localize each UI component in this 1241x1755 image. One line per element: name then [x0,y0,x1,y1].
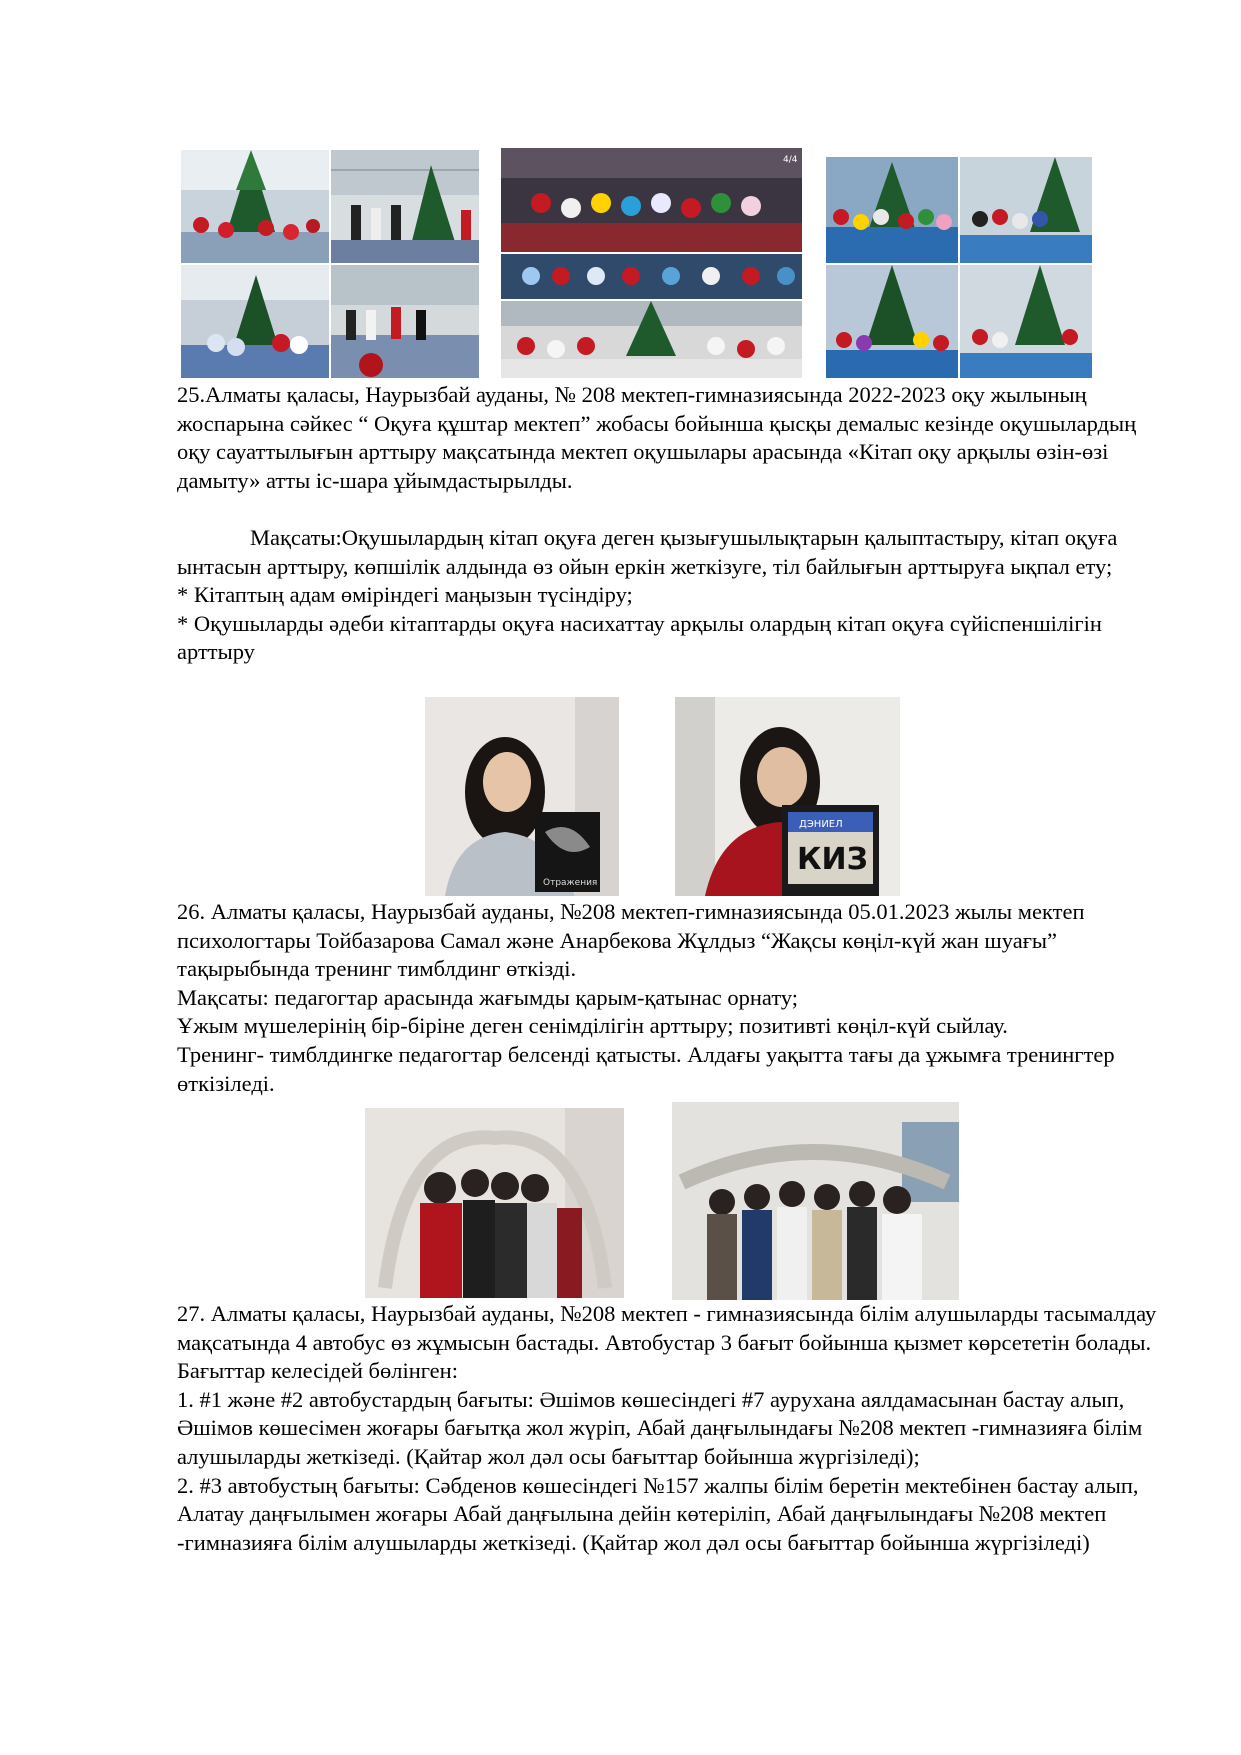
collage-photo-dance-3 [181,265,329,378]
section-26-text [177,898,1157,1098]
collage-photo-costume-3 [826,265,958,378]
section-25-bullet-1: * Кітаптың адам өміріндегі маңызын түсіндіру; [177,582,633,608]
section-25-heading [177,381,1157,495]
section-27-route-2: 2. #3 автобустың бағыты: Сәбденов көшесіндегі №157 жалпы білім беретін мектебінен бастау алып, Алатау даңғылымен жоғары Абай даңғылына дейін көтеріліп, Абай даңғылындағы №208 мектеп -гимназияға білім алушыларды жеткізеді. (Қайтар жол дәл осы бағыттар бойынша жүргізіледі) [177,1472,1145,1555]
section-25-goals [177,524,1157,667]
photo-teambuilding-2 [672,1102,959,1300]
collage-counter: 4/4 [783,155,798,165]
photo-girl-reading-2 [675,697,900,896]
collage-photo-costume-4 [960,265,1092,378]
collage-photo-group-1 [501,148,802,252]
section-26-line-2: Ұжым мүшелерінің бір-біріне деген сенімділігін арттыру; позитивті көңіл-күй сыйлау. [177,1013,1008,1039]
collage-photo-group-2 [501,254,802,299]
section-25-goal-text: Мақсаты:Оқушылардың кітап оқуға деген қызығушылықтарын қалыптастыру, кітап оқуға ынтасын арттыру, көпшілік алдында өз ойын еркін жеткізуге, тіл байлығын арттыруға ықпал ету; [177,525,1124,579]
collage-photo-dance-2 [331,150,479,263]
collage-photo-group-3 [501,301,802,378]
section-26-heading: 26. Алматы қаласы, Наурызбай ауданы, №208 мектеп-гимназиясында 05.01.2023 жылы мектеп психологтары Тойбазарова Самал және Анарбекова Жұлдыз “Жақсы көңіл-күй жан шуағы” тақырыбында тренинг тимблдинг өткізді. [177,899,1091,982]
section-27-route-1: 1. #1 және #2 автобустардың бағыты: Әшімов көшесіндегі #7 аурухана аялдамасынан бастау алып, Әшімов көшесімен жоғары бағытқа жол жүріп, Абай даңғылындағы №208 мектеп -гимназияға білім алушыларды жеткізеді. (Қайтар жол дәл осы бағыттар бойынша жүргізіледі); [177,1386,1148,1469]
collage-photo-costume-2 [960,157,1092,263]
section-26-goal: Мақсаты: педагогтар арасында жағымды қарым-қатынас орнату; [177,984,799,1010]
book-author-2: ДЭНИЕЛ [799,819,843,830]
section-27-heading: 27. Алматы қаласы, Наурызбай ауданы, №208 мектеп - гимназиясында білім алушыларды тасымалдау мақсатында 4 автобус өз жұмысын бастады. Автобустар 3 бағыт бойынша қызмет көрсететін болады. Бағыттар келесідей бөлінген: [177,1301,1168,1384]
collage-photo-dance-1 [181,150,329,263]
book-title-2: КИЗ [797,842,868,877]
section-26-line-3: Тренинг- тимблдингке педагогтар белсенді қатысты. Алдағы уақытта тағы да ұжымға тренингтер өткізіледі. [177,1041,1121,1096]
section-27-text [177,1300,1168,1557]
collage-photo-dance-4 [331,265,479,378]
photo-girl-reading-1 [425,697,619,896]
collage-photo-costume-1 [826,157,958,263]
book-title-1: Отражения [543,878,598,888]
section-25-heading-text: 25.Алматы қаласы, Наурызбай ауданы, № 208 мектеп-гимназиясында 2022-2023 оқу жылының жоспарына сәйкес “ Оқуға құштар мектеп” жобасы бойынша қысқы демалыс кезінде оқушылардың оқу сауаттылығын арттыру мақсатында мектеп оқушылары арасында «Кітап оқу арқылы өзін-өзі дамыту» атты іс-шара ұйымдастырылды. [177,382,1142,493]
section-25-bullet-2: * Оқушыларды әдеби кітаптарды оқуға насихаттау арқылы олардың кітап оқуға сүйіспеншілігін арттыру [177,610,1108,665]
photo-teambuilding-1 [365,1108,624,1298]
